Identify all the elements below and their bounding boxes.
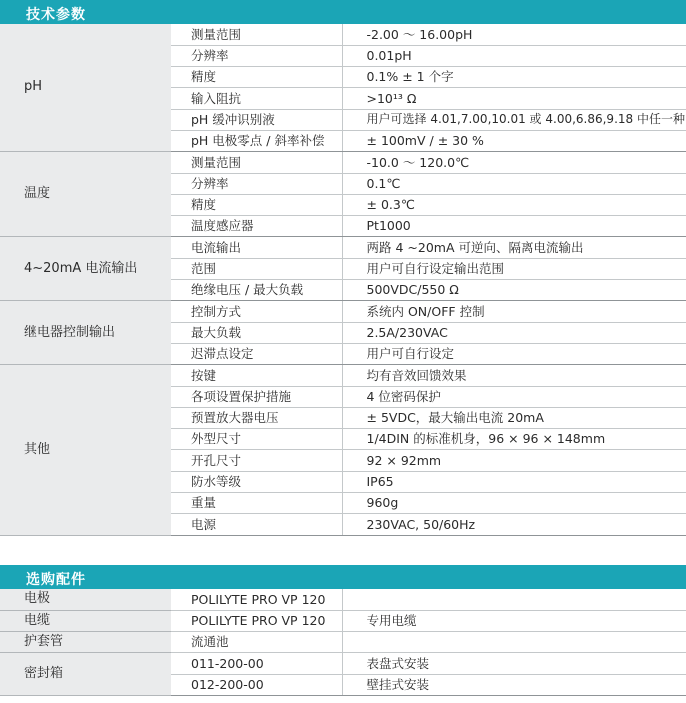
group-label-temperature: 温度 — [0, 152, 171, 237]
param-value: 960g — [342, 493, 686, 514]
table-row — [0, 365, 686, 386]
table-row — [0, 632, 686, 653]
accessory-category: 电缆 — [0, 610, 171, 631]
param-label: 分辨率 — [171, 173, 342, 194]
param-value: 0.1% ± 1 个字 — [342, 67, 686, 88]
param-label: pH 电极零点 / 斜率补偿 — [171, 130, 342, 151]
spec-table — [0, 24, 686, 536]
table-row — [0, 301, 686, 322]
param-value: >10¹³ Ω — [342, 88, 686, 109]
param-value: 0.1℃ — [342, 173, 686, 194]
param-value: 系统内 ON/OFF 控制 — [342, 301, 686, 322]
accessory-note — [342, 632, 686, 653]
param-value: IP65 — [342, 471, 686, 492]
accessory-category: 护套管 — [0, 632, 171, 653]
param-label: pH 缓冲识别液 — [171, 109, 342, 130]
param-value: 均有音效回馈效果 — [342, 365, 686, 386]
group-label-other: 其他 — [0, 365, 171, 535]
param-label: 迟滞点设定 — [171, 343, 342, 364]
accessory-table — [0, 589, 686, 696]
group-label-relay-output: 继电器控制输出 — [0, 301, 171, 365]
param-label: 外型尺寸 — [171, 429, 342, 450]
param-value: ± 0.3℃ — [342, 194, 686, 215]
param-label: 按键 — [171, 365, 342, 386]
table-row — [0, 610, 686, 631]
accessory-note: 壁挂式安装 — [342, 674, 686, 695]
accessory-note: 专用电缆 — [342, 610, 686, 631]
param-value: 2.5A/230VAC — [342, 322, 686, 343]
param-value: -2.00 ～ 16.00pH — [342, 24, 686, 45]
accessory-model: 流通池 — [171, 632, 342, 653]
accessory-model: POLILYTE PRO VP 120 — [171, 610, 342, 631]
accessory-section-header — [0, 565, 686, 589]
param-label: 测量范围 — [171, 152, 342, 173]
param-value: 1/4DIN 的标准机身，96 × 96 × 148mm — [342, 429, 686, 450]
table-row — [0, 653, 686, 674]
accessory-model: 011-200-00 — [171, 653, 342, 674]
table-row — [0, 152, 686, 173]
param-value: 用户可自行设定输出范围 — [342, 258, 686, 279]
spec-section-title: 技术参数 — [26, 7, 86, 23]
param-label: 精度 — [171, 194, 342, 215]
param-value: ± 5VDC，最大输出电流 20mA — [342, 407, 686, 428]
table-row — [0, 24, 686, 45]
param-label: 输入阻抗 — [171, 88, 342, 109]
param-label: 防水等级 — [171, 471, 342, 492]
accessory-category: 密封箱 — [0, 653, 171, 696]
param-value: 用户可自行设定 — [342, 343, 686, 364]
param-label: 电流输出 — [171, 237, 342, 258]
param-label: 重量 — [171, 493, 342, 514]
accessory-section-title: 选购配件 — [26, 572, 86, 588]
group-label-ph: pH — [0, 24, 171, 152]
accessory-note: 表盘式安装 — [342, 653, 686, 674]
param-label: 电源 — [171, 514, 342, 535]
param-value: 500VDC/550 Ω — [342, 280, 686, 301]
accessory-model: 012-200-00 — [171, 674, 342, 695]
param-value: Pt1000 — [342, 216, 686, 237]
param-label: 各项设置保护措施 — [171, 386, 342, 407]
param-label: 精度 — [171, 67, 342, 88]
param-value: 两路 4 ~20mA 可逆向、隔离电流输出 — [342, 237, 686, 258]
param-label: 最大负载 — [171, 322, 342, 343]
param-value: 0.01pH — [342, 45, 686, 66]
param-value: ± 100mV / ± 30 % — [342, 130, 686, 151]
param-label: 范围 — [171, 258, 342, 279]
param-label: 温度感应器 — [171, 216, 342, 237]
accessory-model: POLILYTE PRO VP 120 — [171, 589, 342, 610]
param-label: 控制方式 — [171, 301, 342, 322]
table-row — [0, 237, 686, 258]
group-label-current-output: 4~20mA 电流输出 — [0, 237, 171, 301]
param-label: 绝缘电压 / 最大负载 — [171, 280, 342, 301]
param-label: 测量范围 — [171, 24, 342, 45]
param-label: 预置放大器电压 — [171, 407, 342, 428]
accessory-category: 电极 — [0, 589, 171, 610]
spec-section-header — [0, 0, 686, 24]
table-row — [0, 589, 686, 610]
param-value: 用户可选择 4.01,7.00,10.01 或 4.00,6.86,9.18 中任一种 — [342, 109, 686, 130]
param-value: 92 × 92mm — [342, 450, 686, 471]
param-value: 230VAC, 50/60Hz — [342, 514, 686, 535]
param-label: 分辨率 — [171, 45, 342, 66]
param-value: -10.0 ～ 120.0℃ — [342, 152, 686, 173]
param-label: 开孔尺寸 — [171, 450, 342, 471]
param-value: 4 位密码保护 — [342, 386, 686, 407]
accessory-note — [342, 589, 686, 610]
